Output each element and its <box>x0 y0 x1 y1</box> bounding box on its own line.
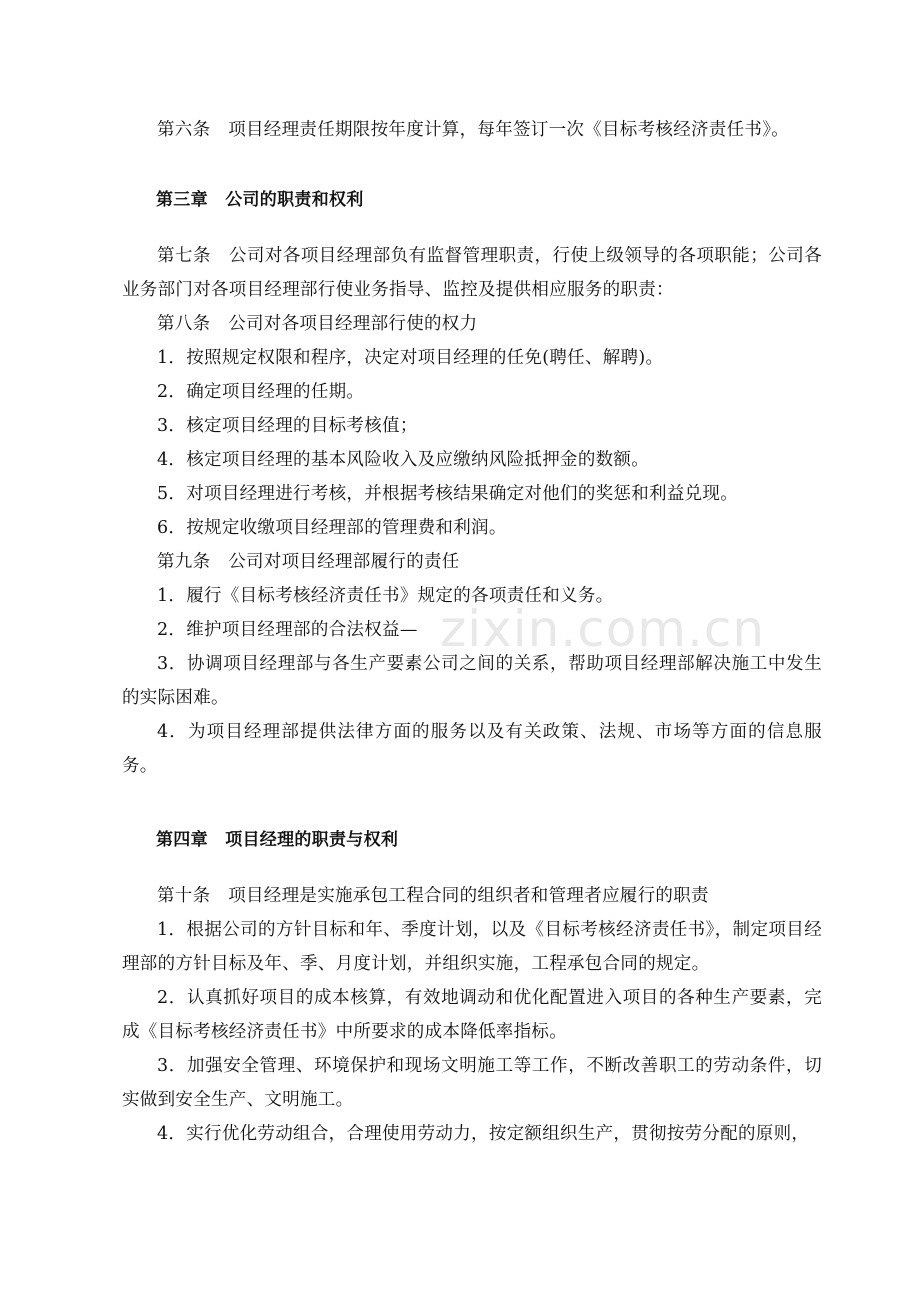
article-10-item: 4．实行优化劳动组合，合理使用劳动力，按定额组织生产，贯彻按劳分配的原则， <box>157 1124 810 1144</box>
article-10-item: 2．认真抓好项目的成本核算，有效地调动和优化配置进入项目的各种生产要素，完成《目标考核经济责任书》中所要求的成本降低率指标。 <box>122 988 822 1042</box>
article-9-item: 4．为项目经理部提供法律方面的服务以及有关政策、法规、市场等方面的信息服务。 <box>122 722 822 776</box>
article-8-title: 第八条 公司对各项目经理部行使的权力 <box>157 314 478 334</box>
article-9-item: 3．协调项目经理部与各生产要素公司之间的关系，帮助项目经理部解决施工中发生的实际困难。 <box>122 654 822 708</box>
article-8-item: 1．按照规定权限和程序，决定对项目经理的任免(聘任、解聘)。 <box>157 348 664 368</box>
article-9-item: 2．维护项目经理部的合法权益— <box>157 620 418 640</box>
article-8-item: 4．核定项目经理的基本风险收入及应缴纳风险抵押金的数额。 <box>157 450 650 470</box>
article-10-item: 3．加强安全管理、环境保护和现场文明施工等工作，不断改善职工的劳动条件，切实做到安全生产、文明施工。 <box>122 1056 822 1110</box>
watermark: zixin.com.cn <box>440 600 766 658</box>
chapter-3-heading: 第三章 公司的职责和权利 <box>156 190 364 210</box>
article-8-item: 5．对项目经理进行考核，并根据考核结果确定对他们的奖惩和利益兑现。 <box>157 484 739 504</box>
article-10-item: 1．根据公司的方针目标和年、季度计划，以及《目标考核经济责任书》，制定项目经理部的方针目标及年、季、月度计划，并组织实施，工程承包合同的规定。 <box>122 920 822 974</box>
article-8-item: 2．确定项目经理的任期。 <box>157 382 365 402</box>
article-8-item: 3．核定项目经理的目标考核值； <box>157 416 418 436</box>
document-body <box>122 113 822 1151</box>
chapter-4-heading: 第四章 项目经理的职责与权利 <box>156 830 399 850</box>
article-8-item: 6．按规定收缴项目经理部的管理费和利润。 <box>157 518 507 538</box>
article-7: 第七条 公司对各项目经理部负有监督管理职责，行使上级领导的各项职能；公司各业务部门对各项目经理部行使业务指导、监控及提供相应服务的职责： <box>122 246 822 300</box>
article-6: 第六条 项目经理责任期限按年度计算，每年签订一次《目标考核经济责任书》。 <box>157 120 790 140</box>
article-10-title: 第十条 项目经理是实施承包工程合同的组织者和管理者应履行的职责 <box>157 886 709 906</box>
article-9-item: 1．履行《目标考核经济责任书》规定的各项责任和义务。 <box>157 586 614 606</box>
article-9-title: 第九条 公司对项目经理部履行的责任 <box>157 552 460 572</box>
